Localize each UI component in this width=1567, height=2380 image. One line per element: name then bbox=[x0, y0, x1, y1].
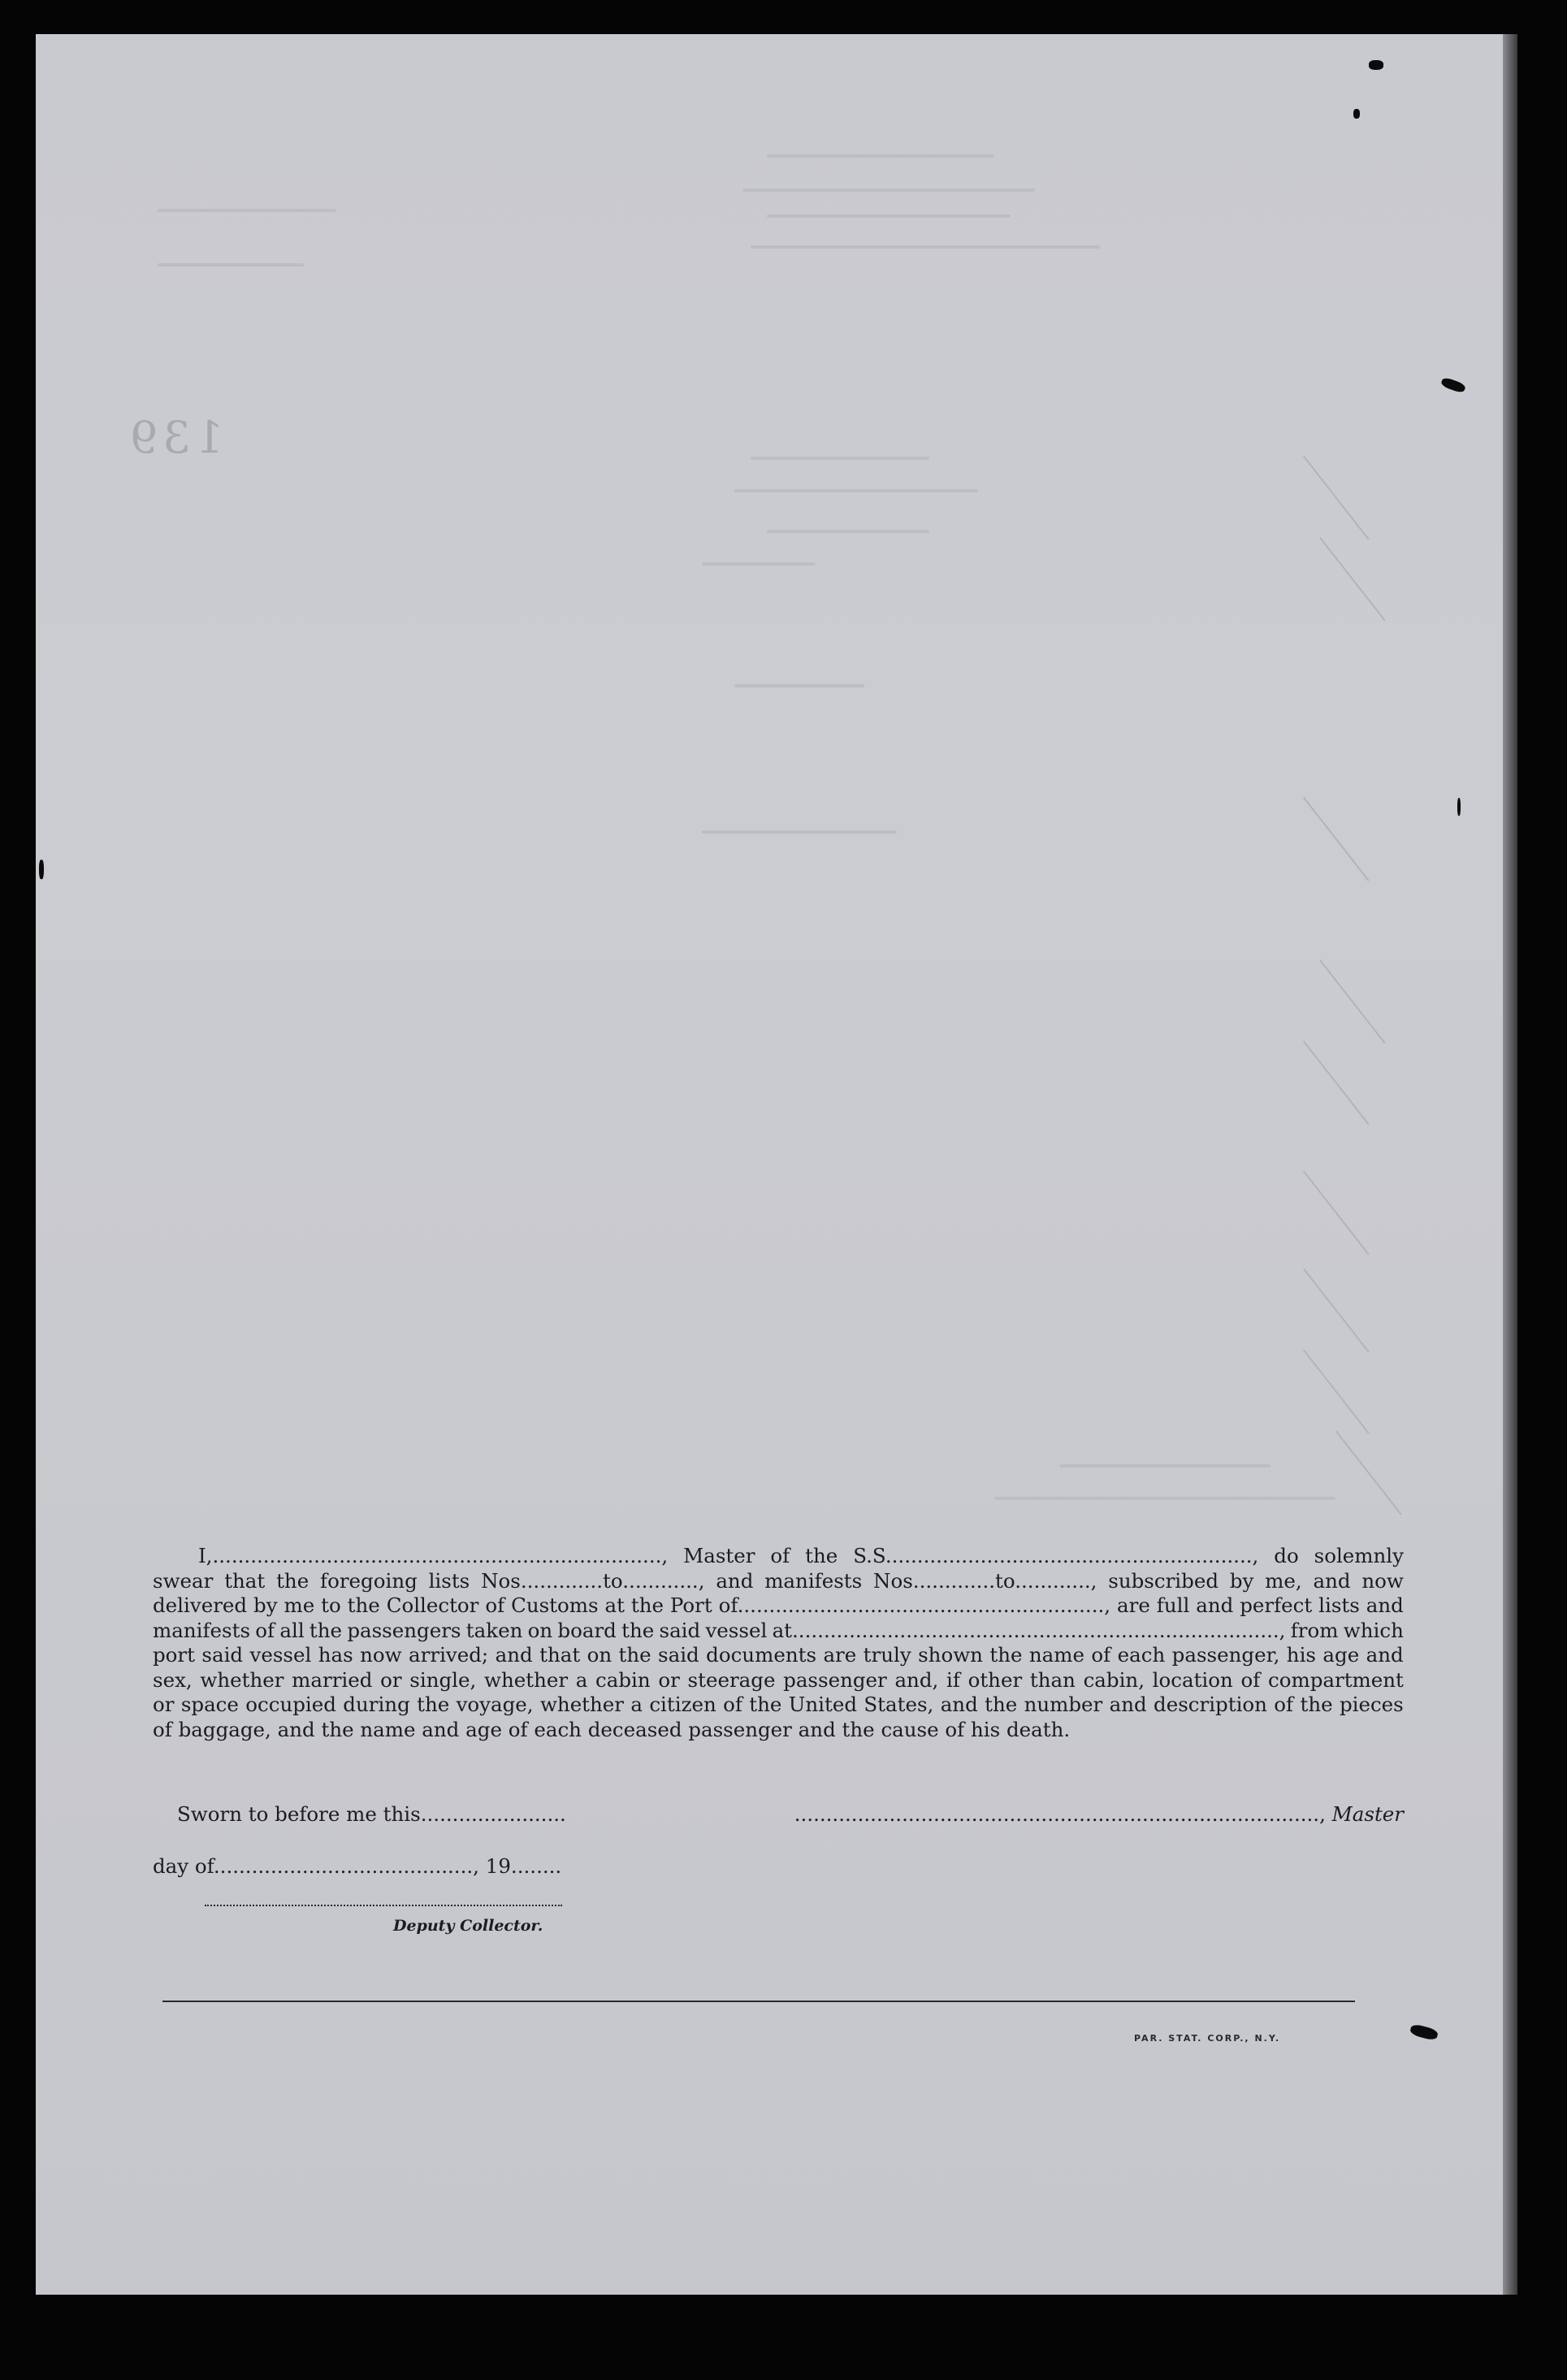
master-label: Master bbox=[1331, 1802, 1404, 1826]
bleed-through-line bbox=[158, 263, 304, 267]
bleed-through-line bbox=[994, 1497, 1335, 1500]
bleed-through-line bbox=[742, 189, 1035, 192]
ink-blot bbox=[1457, 798, 1461, 816]
oath-line: or space occupied during the voyage, whether a citizen of the United States, and the number and description of the pieces bbox=[153, 1693, 1404, 1716]
deputy-collector-label: Deputy Collector. bbox=[393, 1917, 543, 1935]
bleed-through-line bbox=[702, 562, 816, 566]
bleed-through-line bbox=[702, 830, 897, 834]
deputy-collector-signature-line bbox=[205, 1905, 562, 1906]
bleed-through-line bbox=[751, 457, 929, 460]
oath-line: of baggage, and the name and age of each deceased passenger and the cause of his death. bbox=[153, 1717, 1071, 1741]
bleed-check-mark bbox=[1303, 1171, 1370, 1255]
ink-blot bbox=[1440, 376, 1466, 394]
oath-line: I,......................................................................., Master of the S.S.........................................................., do solemnly bbox=[198, 1544, 1404, 1567]
bleed-check-mark bbox=[1303, 1268, 1370, 1353]
ink-blot bbox=[1369, 60, 1383, 70]
bottom-rule bbox=[162, 2001, 1355, 2002]
ink-blot bbox=[1353, 109, 1360, 119]
bleed-through-line bbox=[767, 154, 994, 158]
day-row: day of........................................., 19........ bbox=[153, 1854, 562, 1878]
bleed-through-line bbox=[734, 684, 864, 687]
oath-paragraph bbox=[153, 1544, 1404, 1742]
bleed-through-line bbox=[1059, 1464, 1270, 1467]
master-signature-line bbox=[794, 1802, 1404, 1826]
bleed-through-line bbox=[734, 489, 978, 492]
ink-blot bbox=[1409, 2023, 1439, 2041]
manifest-page bbox=[36, 34, 1503, 2295]
reverse-page-number: 139 bbox=[125, 412, 224, 463]
oath-line: port said vessel has now arrived; and that on the said documents are truly shown the name of each passenger, his age and bbox=[153, 1643, 1404, 1667]
bleed-check-mark bbox=[1319, 537, 1386, 622]
ink-blot bbox=[39, 860, 44, 879]
bleed-through-line bbox=[751, 245, 1100, 249]
oath-line: sex, whether married or single, whether a cabin or steerage passenger and, if other than cabin, location of compartment bbox=[153, 1667, 1404, 1692]
bleed-check-mark bbox=[1319, 960, 1386, 1044]
bleed-check-mark bbox=[1303, 797, 1370, 882]
master-signature-dots: ..................................................................................., bbox=[794, 1802, 1332, 1826]
bleed-check-mark bbox=[1303, 1350, 1370, 1434]
oath-line: delivered by me to the Collector of Customs at the Port of.........................................................., are full and perfect lists and bbox=[153, 1593, 1404, 1617]
bleed-check-mark bbox=[1303, 456, 1370, 540]
sworn-row bbox=[177, 1802, 1404, 1826]
oath-line: manifests of all the passengers taken on board the said vessel at............................................................................., from which bbox=[153, 1618, 1404, 1642]
bleed-through-line bbox=[158, 209, 336, 212]
printer-mark: PAR. STAT. CORP., N.Y. bbox=[1134, 2033, 1281, 2044]
bleed-check-mark bbox=[1335, 1431, 1402, 1515]
oath-line: swear that the foregoing lists Nos.............to............, and manifests Nos.............to............, subscribed by me, and now bbox=[153, 1568, 1404, 1593]
page-edge-shadow bbox=[1503, 34, 1517, 2295]
bleed-through-line bbox=[767, 530, 929, 533]
sworn-text: Sworn to before me this....................... bbox=[177, 1802, 566, 1826]
bleed-through-line bbox=[767, 215, 1011, 218]
bleed-check-mark bbox=[1303, 1041, 1370, 1125]
